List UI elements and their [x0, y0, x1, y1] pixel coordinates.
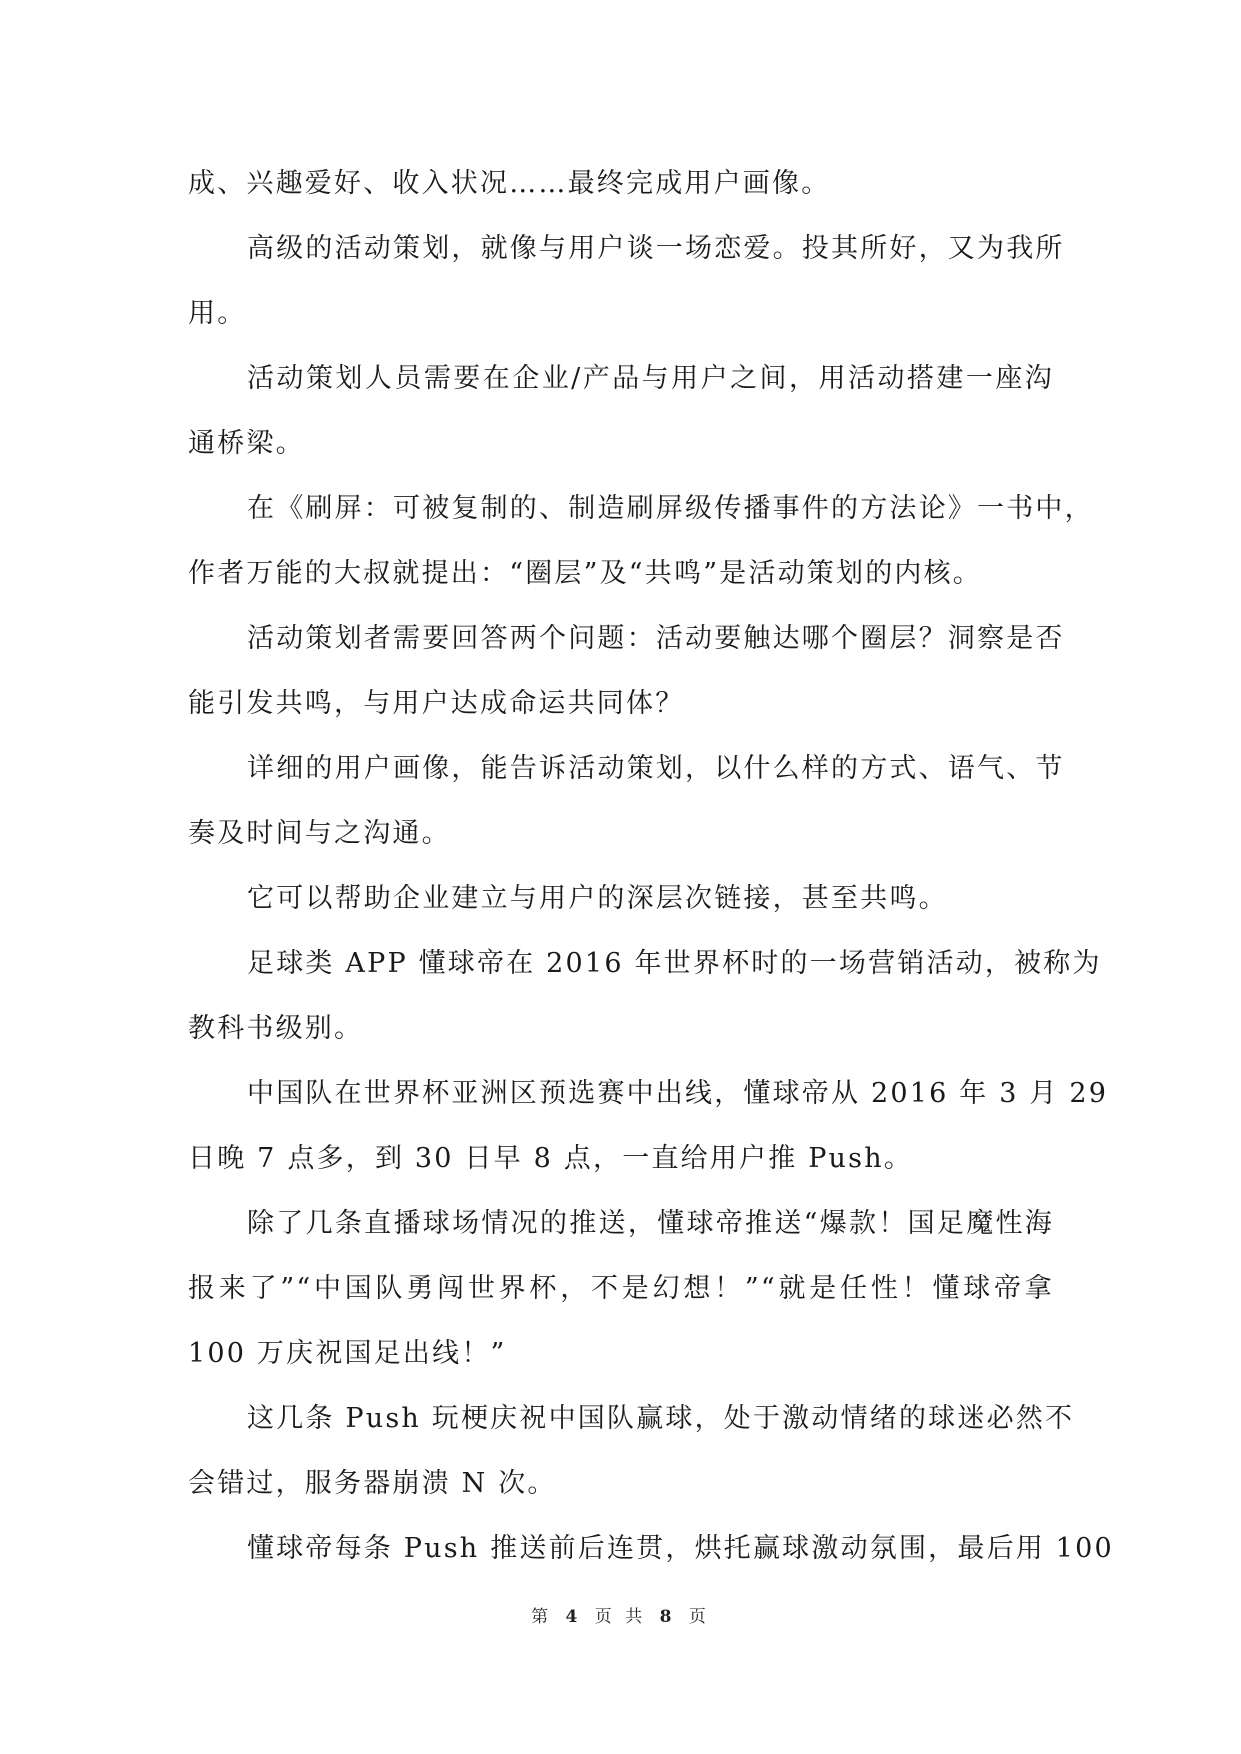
footer-suffix: 页 [688, 1607, 710, 1627]
text-line: 作者万能的大叔就提出：“圈层”及“共鸣”是活动策划的内核。 [188, 558, 983, 589]
text-line: 奏及时间与之沟通。 [188, 818, 451, 849]
text-line: 日晚 7 点多，到 30 日早 8 点，一直给用户推 Push。 [188, 1143, 913, 1174]
text-line: 它可以帮助企业建立与用户的深层次链接，甚至共鸣。 [247, 883, 948, 914]
text-line: 这几条 Push 玩梗庆祝中国队赢球，处于激动情绪的球迷必然不 [247, 1403, 1075, 1434]
text-line: 详细的用户画像，能告诉活动策划，以什么样的方式、语气、节 [247, 753, 1065, 784]
text-line: 100 万庆祝国足出线！” [188, 1338, 507, 1369]
page-footer [0, 1602, 1241, 1627]
text-line: 会错过，服务器崩溃 N 次。 [188, 1468, 557, 1499]
footer-middle: 页 共 [594, 1607, 647, 1627]
text-line: 懂球帝每条 Push 推送前后连贯，烘托赢球激动氛围，最后用 100 [247, 1533, 1114, 1564]
text-line: 能引发共鸣，与用户达成命运共同体？ [188, 688, 685, 719]
text-line: 在《刷屏：可被复制的、制造刷屏级传播事件的方法论》一书中， [247, 493, 1094, 524]
text-line: 活动策划人员需要在企业/产品与用户之间，用活动搭建一座沟 [247, 363, 1054, 394]
text-line: 除了几条直播球场情况的推送，懂球帝推送“爆款！国足魔性海 [247, 1208, 1054, 1239]
body-text [188, 151, 1114, 1581]
total-pages-number: 8 [659, 1607, 676, 1627]
text-line: 足球类 APP 懂球帝在 2016 年世界杯时的一场营销活动，被称为 [247, 948, 1102, 979]
text-line: 报来了”“中国队勇闯世界杯，不是幻想！”“就是任性！懂球帝拿 [188, 1273, 1054, 1304]
text-line: 中国队在世界杯亚洲区预选赛中出线，懂球帝从 2016 年 3 月 29 [247, 1078, 1109, 1109]
text-line: 成、兴趣爱好、收入状况……最终完成用户画像。 [188, 168, 831, 199]
text-line: 高级的活动策划，就像与用户谈一场恋爱。投其所好，又为我所 [247, 233, 1065, 264]
current-page-number: 4 [565, 1607, 582, 1627]
text-line: 教科书级别。 [188, 1013, 364, 1044]
text-line: 用。 [188, 298, 247, 329]
text-line: 通桥梁。 [188, 428, 305, 459]
text-line: 活动策划者需要回答两个问题：活动要触达哪个圈层？洞察是否 [247, 623, 1065, 654]
footer-prefix: 第 [531, 1607, 553, 1627]
